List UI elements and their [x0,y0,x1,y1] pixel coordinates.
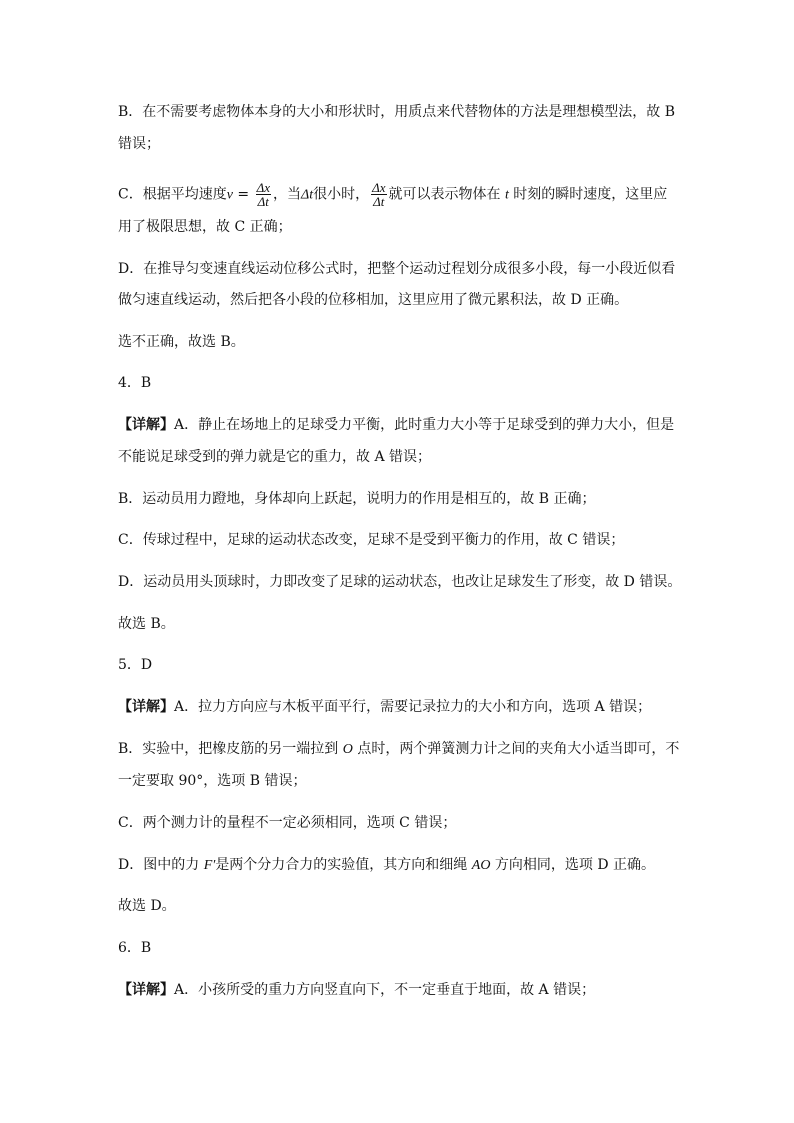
q3-conclusion: 选不正确，故选 B。 [118,334,245,350]
instant-velocity-fraction [371,181,386,208]
q5-option-b-line1 [118,740,688,759]
q3-c-text-mid1: ，当 [272,186,301,203]
q4-a-text: A．静止在场地上的足球受力平衡，此时重力大小等于足球受到的弹力大小，但是 [174,417,675,433]
q5-a-text: A．拉力方向应与木板平面平行，需要记录拉力的大小和方向，选项 A 错误； [174,699,652,715]
q5-option-d [118,856,688,875]
q4-option-b: B．运动员用力蹬地，身体却向上跃起，说明力的作用是相互的，故 B 正确； [118,491,596,507]
force-f-prime-symbol: F′ [203,858,216,873]
q4-answer: 4．B [118,375,152,391]
q3-option-d-line1: D．在推导匀变速直线运动位移公式时，把整个运动过程划分成很多小段，每一小段近似看 [118,261,676,277]
q3-c-text-post: 时刻的瞬时速度，这里应 [508,186,668,203]
q3-c-text-pre: C．根据平均速度 [118,186,227,203]
fraction-denominator-2: Δt [373,194,385,209]
velocity-symbol: v [226,187,233,203]
q4-conclusion: 故选 B。 [118,616,175,632]
q3-option-d-line2: 做匀速直线运动，然后把各小段的位移相加，这里应用了微元累积法，故 D 正确。 [118,292,629,308]
explanation-tag: 【详解】 [118,417,174,433]
q5-b-text-post: 点时，两个弹簧测力计之间的夹角大小适当即可，不 [352,741,680,757]
avg-velocity-fraction [256,181,271,208]
fraction-denominator: Δt [257,194,269,209]
q5-d-text-pre: D．图中的力 [118,857,204,873]
q5-option-b-line2: 一定要取 90°，选项 B 错误； [118,773,307,789]
q3-option-c-line2: 用了极限思想，故 C 正确； [118,219,292,235]
q4-option-a-line2: 不能说足球受到的弹力就是它的重力，故 A 错误； [118,449,432,465]
q5-b-text-pre: B．实验中，把橡皮筋的另一端拉到 [118,741,343,757]
q3-c-text-mid2: 很小时， [313,186,370,203]
q6-option-a [118,981,688,999]
q6-a-text: A．小孩所受的重力方向竖直向下，不一定垂直于地面，故 A 错误； [174,982,596,998]
q5-answer: 5．D [118,657,153,673]
point-o-symbol: O [342,742,353,757]
q5-option-a [118,698,688,716]
q4-option-a-line1 [118,416,688,434]
equals-sign: = [232,186,254,203]
q5-option-c: C．两个测力计的量程不一定必须相同，选项 C 错误； [118,815,457,831]
time-symbol: t [504,187,509,203]
explanation-tag: 【详解】 [118,699,174,715]
q6-answer: 6．B [118,940,152,956]
q5-conclusion: 故选 D。 [118,898,176,914]
fraction-numerator: Δx [256,180,270,195]
q3-option-b-line2: 错误； [118,136,160,152]
q3-option-b-line1: B．在不需要考虑物体本身的大小和形状时，用质点来代替物体的方法是理想模型法，故 B [118,104,676,120]
fraction-numerator-2: Δx [372,180,386,195]
delta-t-symbol: Δt [300,187,314,203]
explanation-tag: 【详解】 [118,982,174,998]
q5-d-text-post: 方向相同，选项 D 正确。 [490,857,656,873]
q5-d-text-mid: 是两个分力合力的实验值，其方向和细绳 [215,857,472,873]
rope-ao-symbol: AO [471,858,491,873]
q4-option-c: C．传球过程中，足球的运动状态改变，足球不是受到平衡力的作用，故 C 错误； [118,532,625,548]
q4-option-d: D．运动员用头顶球时，力即改变了足球的运动状态，也改让足球发生了形变，故 D 错误。 [118,574,682,590]
q3-option-c-line1 [118,181,688,208]
q3-c-text-mid3: 就可以表示物体在 [388,186,505,203]
